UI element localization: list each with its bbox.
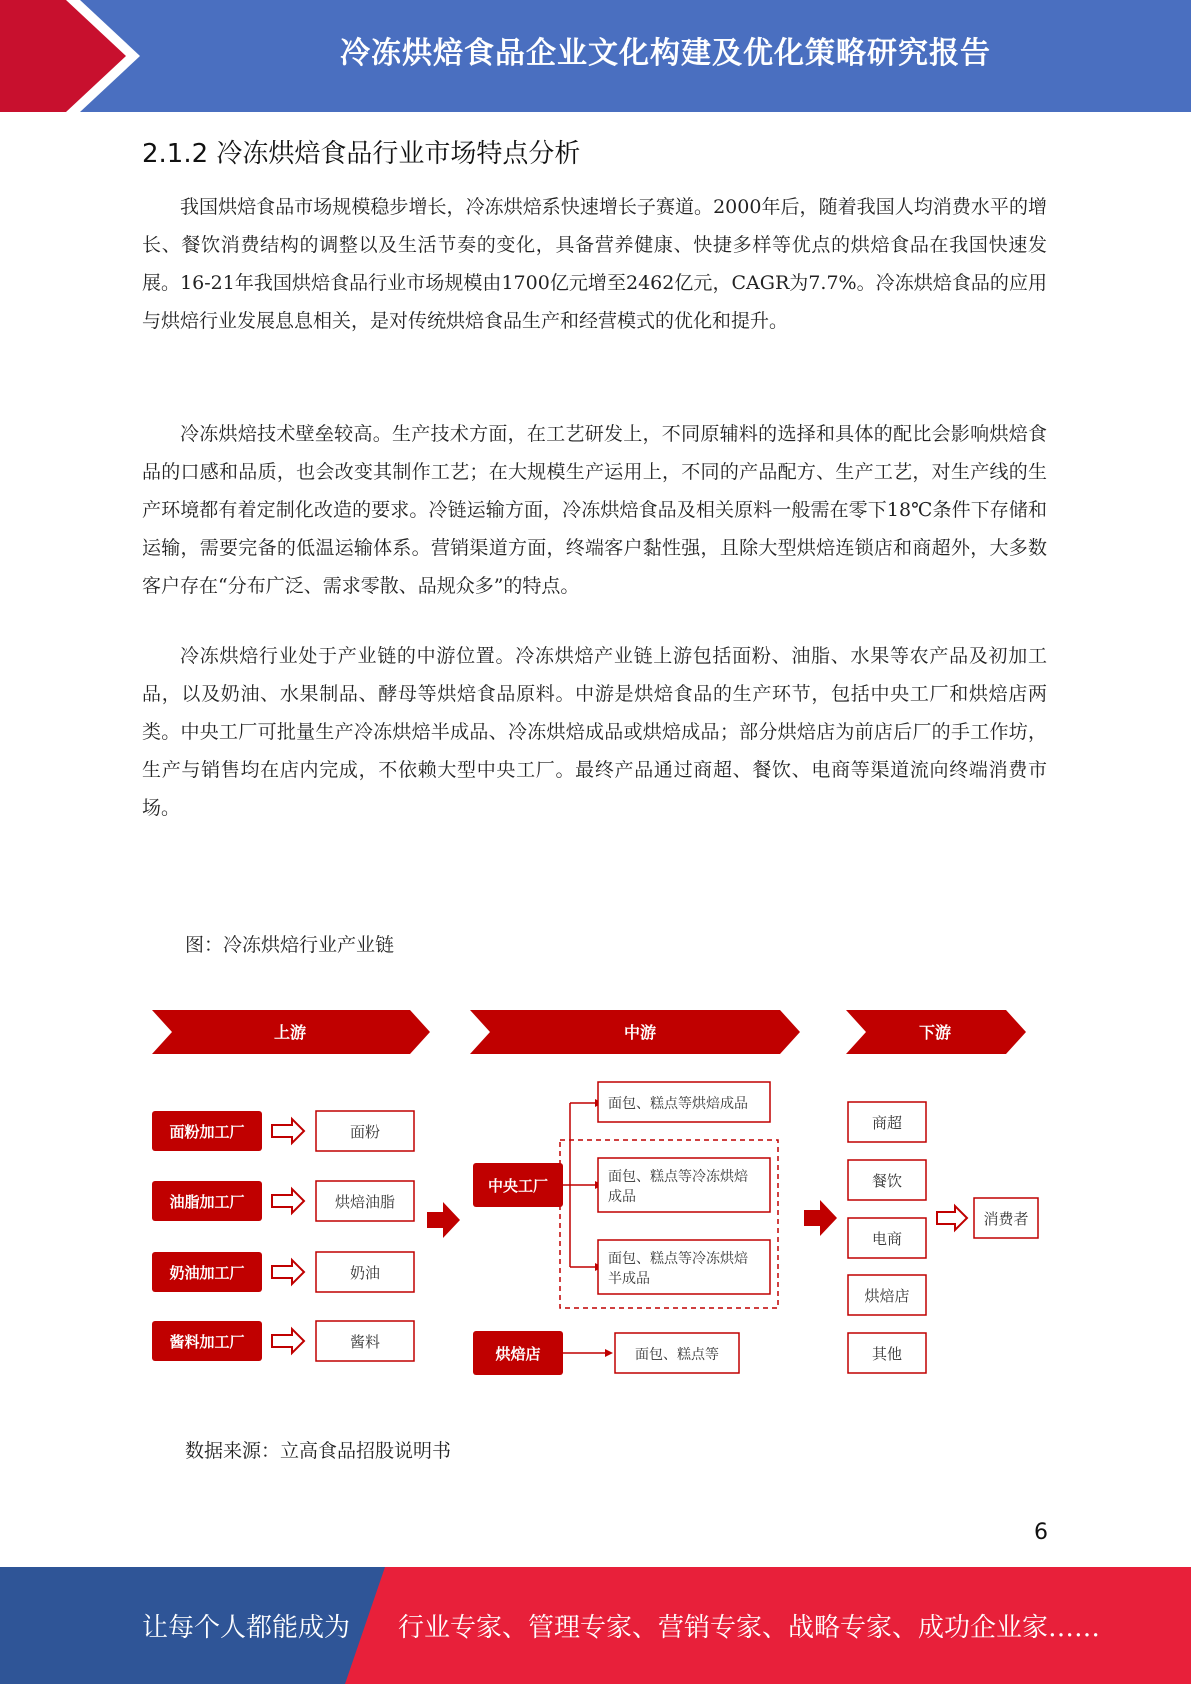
stage-label-midstream: 中游 [623, 1023, 657, 1042]
central-connectors [563, 1103, 595, 1267]
central-product-2-line1: 面包、糕点等冷冻烘焙 [608, 1169, 748, 1185]
upstream-product-1: 面粉 [349, 1123, 381, 1141]
central-product-1: 面包、糕点等烘焙成品 [608, 1096, 748, 1112]
svg-text:酱料加工厂: 酱料加工厂 [169, 1333, 245, 1351]
header-arrow-decoration [0, 0, 160, 112]
report-title: 冷冻烘焙食品企业文化构建及优化策略研究报告 [340, 36, 991, 71]
upstream-product-4: 酱料 [349, 1333, 381, 1351]
upstream-factory-2 [152, 1181, 262, 1221]
channel-1: 商超 [871, 1114, 903, 1132]
hollow-arrow-icon [937, 1206, 967, 1230]
upstream-product-2: 烘焙油脂 [334, 1193, 396, 1211]
central-product-2-line2: 成品 [608, 1189, 636, 1205]
svg-text:奶油加工厂: 奶油加工厂 [169, 1264, 245, 1282]
channel-4: 烘焙店 [864, 1287, 910, 1305]
paragraph-1: 我国烘焙食品市场规模稳步增长，冷冻烘焙系快速增长子赛道。2000年后，随着我国人均消费水平的增长、餐饮消费结构的调整以及生活节奏的变化，具备营养健康、快捷多样等优点的烘焙食品在我国快速发展。16-21年我国烘焙食品行业市场规模由1700亿元增至2462亿元，CAGR为7.7%。冷冻烘焙食品的应用与烘焙行业发展息息相关，是对传统烘焙食品生产和经营模式的优化和提升。 [142, 196, 1047, 332]
central-factory-box [473, 1163, 563, 1207]
channel-3: 电商 [871, 1230, 903, 1248]
footer-slogan-left: 让每个人都能成为 [142, 1613, 351, 1643]
stage-banner-downstream [846, 1010, 1026, 1054]
solid-arrow-icon [427, 1202, 460, 1238]
figure-caption: 图：冷冻烘焙行业产业链 [185, 934, 395, 956]
upstream-product-3: 奶油 [349, 1264, 381, 1282]
upstream-factory-4 [152, 1321, 262, 1361]
bakery-box [473, 1331, 563, 1375]
svg-text:面粉加工厂: 面粉加工厂 [169, 1123, 245, 1141]
footer-slogan-right: 行业专家、管理专家、营销专家、战略专家、成功企业家…… [398, 1613, 1101, 1643]
industry-chain-diagram [140, 1000, 1050, 1390]
svg-text:烘焙店: 烘焙店 [495, 1345, 541, 1363]
solid-arrow-icon [804, 1200, 837, 1236]
paragraph-2: 冷冻烘焙技术壁垒较高。生产技术方面，在工艺研发上，不同原辅料的选择和具体的配比会影响烘焙食品的口感和品质，也会改变其制作工艺；在大规模生产运用上，不同的产品配方、生产工艺，对生产线的生产环境都有着定制化改造的要求。冷链运输方面，冷冻烘焙食品及相关原料一般需在零下18℃条件下存储和运输，需要完备的低温运输体系。营销渠道方面，终端客户黏性强，且除大型烘焙连锁店和商超外，大多数客户存在“分布广泛、需求零散、品规众多”的特点。 [142, 423, 1047, 597]
upstream-factory-3 [152, 1252, 262, 1292]
svg-text:中央工厂: 中央工厂 [487, 1177, 549, 1195]
page-footer [0, 1567, 1191, 1684]
upstream-factory-1 [152, 1111, 262, 1151]
hollow-arrow-icon [272, 1119, 304, 1353]
data-source: 数据来源：立高食品招股说明书 [185, 1440, 452, 1462]
central-product-3-line1: 面包、糕点等冷冻烘焙 [608, 1251, 748, 1267]
stage-label-downstream: 下游 [918, 1023, 952, 1042]
paragraph-3: 冷冻烘焙行业处于产业链的中游位置。冷冻烘焙产业链上游包括面粉、油脂、水果等农产品及初加工品，以及奶油、水果制品、酵母等烘焙食品原料。中游是烘焙食品的生产环节，包括中央工厂和烘焙店两类。中央工厂可批量生产冷冻烘焙半成品、冷冻烘焙成品或烘焙成品；部分烘焙店为前店后厂的手工作坊，生产与销售均在店内完成，不依赖大型中央工厂。最终产品通过商超、餐饮、电商等渠道流向终端消费市场。 [142, 645, 1047, 819]
page-header [0, 0, 1191, 112]
svg-text:油脂加工厂: 油脂加工厂 [169, 1193, 245, 1211]
bakery-product: 面包、糕点等 [635, 1347, 719, 1363]
section-heading: 2.1.2 冷冻烘焙食品行业市场特点分析 [142, 139, 581, 169]
page-number: 6 [1034, 1520, 1048, 1545]
consumer-label: 消费者 [983, 1210, 1029, 1228]
stage-banner-upstream [152, 1010, 430, 1054]
channel-5: 其他 [871, 1345, 903, 1363]
stage-label-upstream: 上游 [273, 1023, 307, 1042]
channel-2: 餐饮 [871, 1172, 903, 1190]
stage-banner-midstream [470, 1010, 800, 1054]
central-product-3-line2: 半成品 [608, 1271, 650, 1287]
